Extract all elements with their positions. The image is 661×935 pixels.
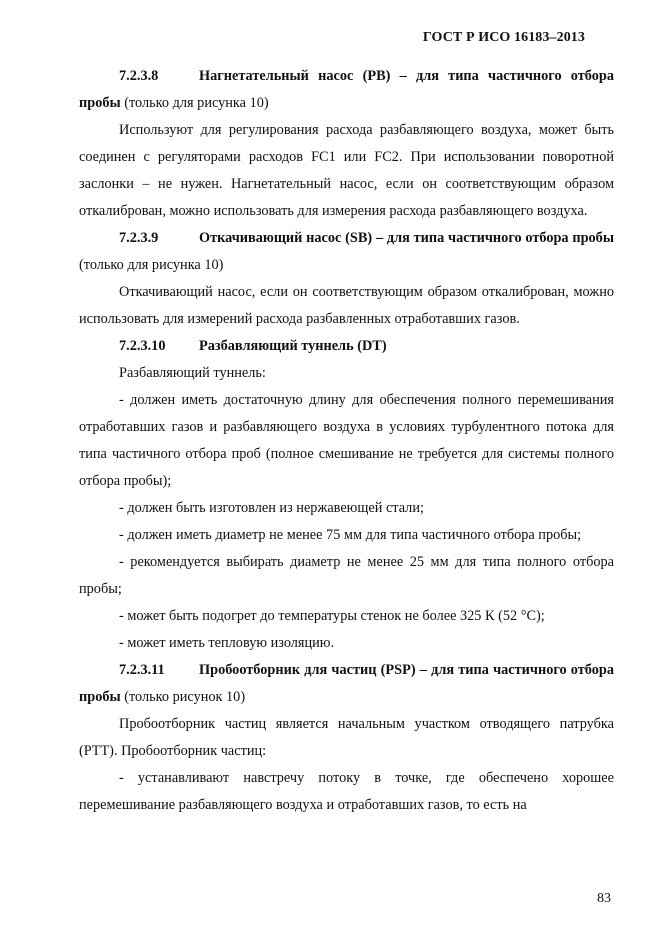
section-number: 7.2.3.10: [119, 338, 166, 354]
section-note: (только для рисунка 10): [120, 95, 269, 111]
section-title: Откачивающий насос (SB) – для типа частичного отбора пробы: [199, 230, 614, 246]
section-title: Пробоотборник для частиц (PSP) – для типа частичного отбора пробы: [79, 662, 614, 705]
section-heading: [79, 225, 614, 279]
page-number: 83: [597, 891, 611, 906]
list-item: - должен иметь достаточную длину для обеспечения полного перемешивания отработавших газов и разбавляющего воздуха в условиях турбулентного потока для типа частичного отбора проб (полное смешивание не требуется для системы полного отбора пробы);: [79, 392, 614, 489]
list-item: - может иметь тепловую изоляцию.: [119, 635, 335, 651]
section-heading: [79, 63, 614, 117]
list-item: - должен иметь диаметр не менее 75 мм для типа частичного отбора пробы;: [119, 527, 582, 543]
section-number: 7.2.3.11: [119, 662, 165, 678]
section-heading: [79, 657, 614, 711]
section-number: 7.2.3.8: [119, 68, 159, 84]
section-number: 7.2.3.9: [119, 230, 159, 246]
list-item: - устанавливают навстречу потоку в точке, где обеспечено хорошее перемешивание разбавляющего воздуха и отработавших газов, то есть на: [79, 770, 614, 813]
section-title: Разбавляющий туннель (DT): [199, 338, 387, 354]
list-item: - рекомендуется выбирать диаметр не менее 25 мм для типа полного отбора пробы;: [79, 554, 614, 597]
document-body: [79, 63, 614, 819]
section-note: (только рисунок 10): [120, 689, 246, 705]
section-heading: [79, 333, 614, 360]
section-title: Нагнетательный насос (PB) – для типа частичного отбора пробы: [79, 68, 614, 111]
paragraph: Используют для регулирования расхода разбавляющего воздуха, может быть соединен с регуляторами расходов FC1 или FC2. При использовании поворотной заслонки – не нужен. Нагнетательный насос, если он соответствующим образом откалиброван, можно использовать для измерения расхода разбавляющего воздуха.: [79, 122, 614, 219]
list-item: - может быть подогрет до температуры стенок не более 325 К (52 °С);: [119, 608, 545, 624]
document-header: ГОСТ Р ИСО 16183–2013: [422, 30, 585, 45]
paragraph: Пробоотборник частиц является начальным участком отводящего патрубка (PTT). Пробоотборник частиц:: [79, 716, 614, 759]
list-item: - должен быть изготовлен из нержавеющей стали;: [119, 500, 424, 516]
section-note: (только для рисунка 10): [79, 257, 224, 273]
paragraph: Откачивающий насос, если он соответствующим образом откалиброван, можно использовать для измерений расхода разбавленных отработавших газов.: [79, 284, 614, 327]
paragraph: Разбавляющий туннель:: [119, 365, 266, 381]
